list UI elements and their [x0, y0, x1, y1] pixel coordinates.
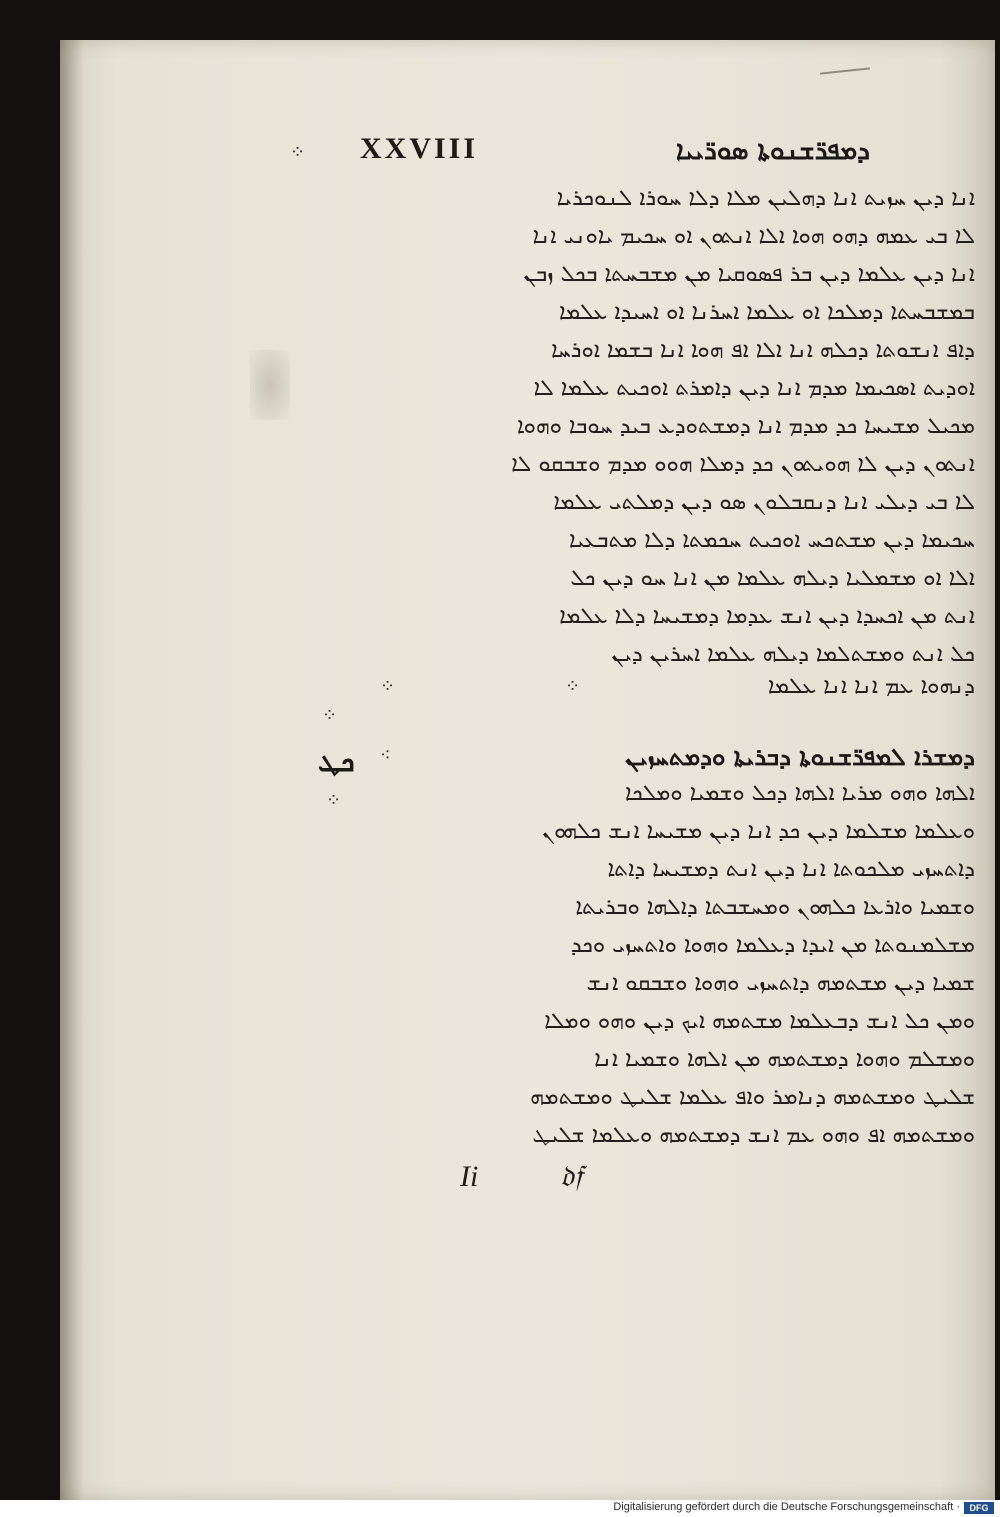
dfg-logo: DFG — [964, 1502, 994, 1514]
text-line: ܠܐ ܒܝ ܥܡܗ ܕܗܘ ܗܘܐ ܐܠܐ ܐܢܬܘܢ ܐܘ ܚܟܝܡ ܝܐܘܢܝ ܐܢܐ — [532, 224, 975, 249]
folio-number: XXVIII — [360, 132, 479, 165]
text-line: ܡܟܝܠ ܡܫܝܚܐ ܟܕ ܡܕܡ ܐܢܐ ܕܡܫܬܘܕܥ ܒܝܕ ܚܘܒܐ ܘܗܘܐ — [516, 414, 975, 439]
heading-ornament: ⁖ — [380, 745, 391, 766]
text-line: ܘܥܠܡܐ ܡܫܠܡܐ ܕܝܢ ܟܕ ܐܢܐ ܕܝܢ ܡܫܝܚܐ ܐܢܫ ܟܠܗܘܢ — [542, 819, 975, 844]
lower-text-block — [355, 775, 975, 1155]
page-stain — [250, 350, 290, 420]
running-title: ܕܡܦܪ̈ܫܢܘܬܐ ܣܘܪ̈ܝܝܐ — [675, 136, 870, 166]
text-line: ܐܢܐ ܕܝܢ ܥܠܡܐ ܕܝܢ ܒܪ ܦܣܘܩܝܐ ܡܢ ܡܫܒܚܬܐ ܒܟܠ ܙܒܢ — [523, 262, 975, 287]
text-line: ܚܟܝܡܐ ܕܝܢ ܡܫܬܟܚ ܐܘܟܝܬ ܚܟܡܬܐ ܕܠܐ ܡܬܒܥܝܐ — [569, 528, 975, 553]
text-line: ܐܠܗܐ ܘܗܘ ܡܪܝܐ ܐܠܗܐ ܕܟܠ ܘܫܡܝܐ ܘܡܠܟܐ — [625, 781, 975, 806]
diamond-ornament: ⁘ — [565, 676, 581, 697]
section-heading — [380, 735, 975, 779]
text-line: ܘܡܫܠܡ ܘܗܘܐ ܕܡܫܬܡܗ ܡܢ ܐܠܗܐ ܘܫܡܝܐ ܐܢܐ — [594, 1047, 975, 1072]
text-line: ܘܡܢ ܟܠ ܐܢܫ ܕܒܥܠܡܐ ܡܫܬܡܗ ܐܝܟ ܕܝܢ ܘܗܘ ܘܡܠܐ — [544, 1009, 975, 1034]
text-line: ܐܢܬܘܢ ܕܝܢ ܠܐ ܗܘܝܬܘܢ ܟܕ ܕܡܠܐ ܗܘܘ ܡܕܡ ܘܫܒܩܘ ܠܐ — [511, 452, 975, 477]
text-line: ܘܫܡܝܐ ܘܐܪܥܐ ܟܠܗܘܢ ܘܡܚܫܒܬܐ ܕܐܠܗܐ ܘܒܪܝܬܐ — [575, 895, 975, 920]
paragraph-end-line — [380, 668, 975, 706]
head-ornament: ⁘ — [290, 142, 307, 163]
text-line: ܐܢܐ ܕܝܢ ܚܙܝܬ ܐܢܐ ܕܗܠܝܢ ܡܠܐ ܕܠܐ ܚܘܪܐ ܠܢܘܟܪܝܐ — [556, 186, 975, 211]
text-line: ܐܘܕܝܬ ܐܣܟܝܡܐ ܡܕܡ ܐܢܐ ܕܝܢ ܕܐܡܪܬ ܐܘܟܝܬ ܥܠܡܐ ܠܐ — [533, 376, 975, 401]
text-line: ܫܡܝܐ ܕܝܢ ܡܫܬܡܗ ܕܐܬܚܙܝ ܘܗܘܐ ܘܫܒܩܘ ܐܢܫ — [586, 971, 975, 996]
margin-ornament: ⁘ — [326, 790, 342, 811]
signature-mark-left: Ii — [460, 1160, 479, 1193]
footer-bar — [0, 1500, 1000, 1517]
end-line-text: ܕܢܗܘܐ ܥܡ ܐܢܐ ܐܢܐ ܥܠܡܐ — [767, 674, 975, 699]
upper-text-block — [355, 180, 975, 674]
text-line: ܟܠ ܐܢܬ ܘܡܫܬܠܡܐ ܕܝܠܗ ܥܠܡܐ ܐܚܪܝܢ ܕܝܢ — [611, 642, 975, 667]
signature-mark-right: 𝔡𝔣 — [560, 1160, 583, 1193]
section-heading-text: ܕܡܫܪܐ ܠܡܦܪ̈ܫܢܘܬܐ ܕܒܪܝܬܐ ܘܕܡܬܚܙܝܢ — [625, 742, 975, 771]
text-line: ܘܡܫܬܡܗ ܐܦ ܘܗܘ ܥܡ ܐܢܫ ܕܡܫܬܡܗ ܘܥܠܡܐ ܫܠܝܛ — [532, 1123, 975, 1148]
text-line: ܡܫܠܡܢܘܬܐ ܡܢ ܐܝܕܐ ܕܥܠܡܐ ܘܗܘܐ ܘܐܬܚܙܝ ܘܟܕ — [570, 933, 975, 958]
text-line: ܐܠܐ ܐܘ ܡܫܡܠܝܐ ܕܝܠܗ ܥܠܡܐ ܡܢ ܐܢܐ ܚܘ ܕܝܢ ܟܠ — [570, 566, 975, 591]
text-line: ܫܠܝܛ ܘܡܫܬܡܗ ܕܢܐܡܪ ܘܐܦ ܥܠܡܐ ܫܠܝܛ ܘܡܫܬܡܗ — [530, 1085, 975, 1110]
funding-notice: Digitalisierung gefördert durch die Deutsche Forschungsgemeinschaft · — [613, 1501, 960, 1513]
text-line: ܠܐ ܒܝ ܕܝܠܝ ܐܢܐ ܕܢܩܒܠܘܢ ܣܘ ܕܝܢ ܕܡܠܬܝ ܥܠܡܐ — [553, 490, 975, 515]
margin-ornament: ⁘ — [322, 705, 338, 726]
margin-section-number: ܟܛ — [318, 745, 355, 778]
text-line: ܕܐܦ ܐܢܫܘܬܐ ܕܟܠܗ ܐܢܐ ܐܠܐ ܐܦ ܗܘܐ ܐܢܐ ܒܫܡܐ ܐܘܪܚܐ — [551, 338, 975, 363]
text-line: ܕܐܬܚܙܝ ܡܠܟܘܬܐ ܐܢܐ ܕܝܢ ܐܢܬ ܕܡܫܝܚܐ ܕܐܬܐ — [607, 857, 975, 882]
page-gutter-shadow — [60, 40, 84, 1500]
text-line: ܐܢܬ ܡܢ ܐܟܚܕܐ ܕܝܢ ܐܢܫ ܥܕܡܐ ܕܡܫܝܚܐ ܕܠܐ ܥܠܡܐ — [559, 604, 975, 629]
running-head — [290, 132, 970, 178]
text-line: ܒܡܫܒܚܬܐ ܕܡܠܟܐ ܐܘ ܥܠܡܐ ܐܚܪܢܐ ܐܘ ܐܚܝܕܐ ܥܠܡܐ — [558, 300, 975, 325]
diamond-ornament: ⁘ — [380, 676, 396, 697]
